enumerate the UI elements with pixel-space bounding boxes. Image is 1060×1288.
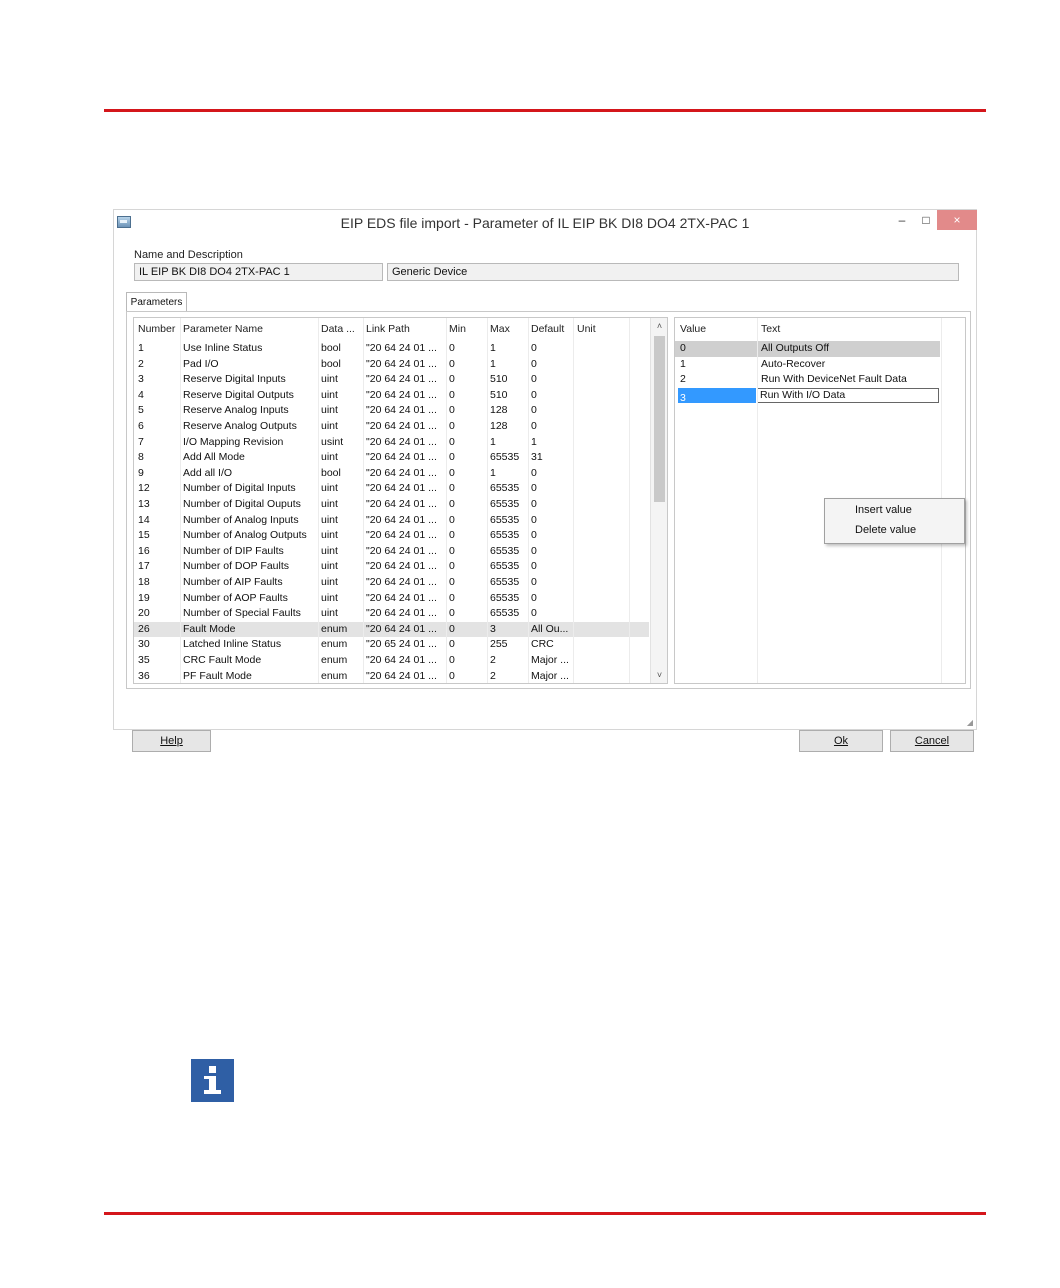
cell-type: uint xyxy=(321,373,338,386)
column-header-name[interactable]: Parameter Name xyxy=(183,323,263,335)
cell-path: "20 64 24 01 ... xyxy=(366,576,437,588)
cell-number: 18 xyxy=(138,576,150,588)
cell-type: bool xyxy=(321,342,341,354)
cell-name: Reserve Digital Inputs xyxy=(183,373,286,386)
cell-text: All Outputs Off xyxy=(761,342,830,354)
scroll-down-arrow-icon[interactable]: ˅ xyxy=(656,670,663,680)
cell-number: 6 xyxy=(138,420,144,432)
table-row[interactable] xyxy=(134,372,649,388)
cell-min: 0 xyxy=(449,544,455,557)
scroll-up-arrow-icon[interactable]: ˄ xyxy=(656,321,663,331)
cell-path: "20 64 24 01 ... xyxy=(366,498,437,510)
table-row[interactable] xyxy=(134,388,649,404)
cell-type: uint xyxy=(321,388,338,401)
cell-number: 14 xyxy=(138,513,150,526)
column-divider xyxy=(318,318,319,683)
cell-type: uint xyxy=(321,591,338,604)
cell-default: 0 xyxy=(531,576,537,588)
cell-name: Reserve Analog Outputs xyxy=(183,420,297,432)
cell-default: 0 xyxy=(531,373,537,386)
table-row[interactable] xyxy=(134,669,649,684)
table-row[interactable] xyxy=(134,606,649,622)
minimize-button[interactable]: – xyxy=(898,213,906,227)
cell-name: Fault Mode xyxy=(183,622,236,635)
cell-path: "20 64 24 01 ... xyxy=(366,435,437,448)
cell-name: Pad I/O xyxy=(183,357,219,370)
table-row[interactable] xyxy=(134,653,649,669)
cell-max: 65535 xyxy=(490,607,520,620)
cell-min: 0 xyxy=(449,654,455,666)
cell-type: uint xyxy=(321,607,338,620)
cell-default: 0 xyxy=(531,560,537,573)
cell-min: 0 xyxy=(449,560,455,573)
cell-min: 0 xyxy=(449,404,455,417)
table-row[interactable] xyxy=(134,575,649,591)
cell-number: 26 xyxy=(138,622,150,635)
cell-number: 2 xyxy=(138,357,144,370)
column-divider xyxy=(573,318,574,683)
cell-max: 510 xyxy=(490,373,508,386)
cell-number: 16 xyxy=(138,544,150,557)
help-button[interactable] xyxy=(132,730,211,752)
cell-type: enum xyxy=(321,622,348,635)
cell-name: CRC Fault Mode xyxy=(183,654,262,666)
cell-min: 0 xyxy=(449,482,455,495)
cell-name: Number of Digital Ouputs xyxy=(183,498,301,510)
column-header-min[interactable]: Min xyxy=(449,323,466,335)
cell-max: 2 xyxy=(490,654,496,666)
dialog-title: EIP EDS file import - Parameter of IL EIP BK DI8 DO4 2TX-PAC 1 xyxy=(340,215,750,231)
cell-number: 17 xyxy=(138,560,150,573)
cell-number: 15 xyxy=(138,529,150,542)
cell-path: "20 64 24 01 ... xyxy=(366,654,437,666)
table-row[interactable] xyxy=(134,419,649,435)
ok-button[interactable] xyxy=(799,730,883,752)
table-row[interactable] xyxy=(134,403,649,419)
menu-item-delete-value[interactable]: Delete value xyxy=(855,524,917,536)
cancel-button-label: Cancel xyxy=(914,735,950,747)
cell-max: 65535 xyxy=(490,576,520,588)
cell-type: uint xyxy=(321,482,338,495)
cell-default: 31 xyxy=(531,451,543,464)
cell-name: Number of AOP Faults xyxy=(183,591,288,604)
values-row[interactable] xyxy=(675,357,940,373)
cell-default: 0 xyxy=(531,466,537,479)
table-row[interactable] xyxy=(134,513,649,529)
cell-number: 1 xyxy=(138,342,144,354)
cell-number: 3 xyxy=(138,373,144,386)
column-header-type[interactable]: Data ... xyxy=(321,323,355,335)
cell-path: "20 64 24 01 ... xyxy=(366,388,437,401)
cell-type: bool xyxy=(321,357,341,370)
cell-name: Number of Digital Inputs xyxy=(183,482,296,495)
cell-default: CRC xyxy=(531,638,554,651)
cell-min: 0 xyxy=(449,451,455,464)
column-header-default[interactable]: Default xyxy=(531,323,565,335)
cell-name: PF Fault Mode xyxy=(183,669,252,682)
cell-path: "20 64 24 01 ... xyxy=(366,544,437,557)
cell-type: uint xyxy=(321,576,338,588)
cell-number: 5 xyxy=(138,404,144,417)
cell-path: "20 64 24 01 ... xyxy=(366,342,437,354)
cell-max: 255 xyxy=(490,638,508,651)
tab-parameters[interactable]: Parameters xyxy=(126,292,187,312)
cell-default: 0 xyxy=(531,498,537,510)
cell-name: Number of Analog Inputs xyxy=(183,513,299,526)
cell-min: 0 xyxy=(449,669,455,682)
cell-path: "20 64 24 01 ... xyxy=(366,622,437,635)
cell-type: uint xyxy=(321,513,338,526)
cell-type: enum xyxy=(321,654,348,666)
cell-name: Add all I/O xyxy=(183,466,233,479)
cell-max: 65535 xyxy=(490,544,520,557)
column-header-unit[interactable]: Unit xyxy=(577,323,596,335)
table-row[interactable] xyxy=(134,591,649,607)
context-menu xyxy=(824,498,965,544)
cell-name: Latched Inline Status xyxy=(183,638,282,651)
cell-name: Reserve Digital Outputs xyxy=(183,388,294,401)
cell-type: uint xyxy=(321,529,338,542)
help-button-label: Help xyxy=(160,735,183,747)
parameters-header-row xyxy=(134,318,649,340)
cell-max: 65535 xyxy=(490,451,520,464)
maximize-button[interactable]: □ xyxy=(922,213,930,227)
value-text-edit-box[interactable] xyxy=(757,388,939,403)
table-row[interactable] xyxy=(134,637,649,653)
cell-path: "20 64 24 01 ... xyxy=(366,482,437,495)
cell-number: 12 xyxy=(138,482,150,495)
column-divider xyxy=(487,318,488,683)
cell-default: 0 xyxy=(531,357,537,370)
cell-type: enum xyxy=(321,638,348,651)
cell-default: 0 xyxy=(531,404,537,417)
values-header-row xyxy=(675,318,940,340)
cell-value: 2 xyxy=(680,373,686,386)
column-header-number[interactable]: Number xyxy=(138,323,176,335)
values-header-value[interactable]: Value xyxy=(680,323,707,335)
cell-max: 65535 xyxy=(490,529,520,542)
cell-number: 8 xyxy=(138,451,144,464)
device-description-field[interactable]: Generic Device xyxy=(387,263,959,281)
cell-type: uint xyxy=(321,420,338,432)
close-button[interactable]: × xyxy=(937,210,977,230)
cell-min: 0 xyxy=(449,529,455,542)
eds-import-dialog xyxy=(113,209,977,747)
column-divider xyxy=(528,318,529,683)
cell-default: 0 xyxy=(531,544,537,557)
cell-number: 19 xyxy=(138,591,150,604)
cell-path: "20 64 24 01 ... xyxy=(366,513,437,526)
cell-name: Number of DOP Faults xyxy=(183,560,290,573)
device-name-field[interactable]: IL EIP BK DI8 DO4 2TX-PAC 1 xyxy=(134,263,383,281)
cell-number: 35 xyxy=(138,654,150,666)
cell-min: 0 xyxy=(449,498,455,510)
column-header-path[interactable]: Link Path xyxy=(366,323,410,335)
table-row[interactable] xyxy=(134,357,649,373)
cell-type: usint xyxy=(321,435,344,448)
values-row[interactable] xyxy=(675,388,940,404)
values-header-text[interactable]: Text xyxy=(761,323,781,335)
cell-min: 0 xyxy=(449,357,455,370)
cell-type: uint xyxy=(321,544,338,557)
table-row[interactable] xyxy=(134,481,649,497)
cell-value: 1 xyxy=(680,357,686,370)
name-description-label: Name and Description xyxy=(134,249,243,261)
table-row[interactable] xyxy=(134,559,649,575)
cell-name: Reserve Analog Inputs xyxy=(183,404,289,417)
cell-max: 65535 xyxy=(490,513,520,526)
cell-type: uint xyxy=(321,404,338,417)
values-row[interactable] xyxy=(675,372,940,388)
cell-min: 0 xyxy=(449,388,455,401)
cell-min: 0 xyxy=(449,622,455,635)
cell-path: "20 65 24 01 ... xyxy=(366,638,437,651)
values-row[interactable] xyxy=(675,341,940,357)
cell-max: 65535 xyxy=(490,560,520,573)
table-row[interactable] xyxy=(134,622,649,638)
cell-text: Run With DeviceNet Fault Data xyxy=(761,373,907,386)
cell-type: uint xyxy=(321,451,338,464)
cell-max: 510 xyxy=(490,388,508,401)
cell-path: "20 64 24 01 ... xyxy=(366,404,437,417)
cell-min: 0 xyxy=(449,576,455,588)
cell-default: 0 xyxy=(531,420,537,432)
cell-min: 0 xyxy=(449,420,455,432)
cell-name: Use Inline Status xyxy=(183,342,263,354)
cell-default: 0 xyxy=(531,529,537,542)
cell-max: 3 xyxy=(490,622,496,635)
column-divider xyxy=(363,318,364,683)
table-row[interactable] xyxy=(134,544,649,560)
table-row[interactable] xyxy=(134,466,649,482)
cell-type: bool xyxy=(321,466,341,479)
cell-name: Number of Analog Outputs xyxy=(183,529,307,542)
cell-max: 2 xyxy=(490,669,496,682)
cell-number: 20 xyxy=(138,607,150,620)
table-row[interactable] xyxy=(134,450,649,466)
cell-name: Number of AIP Faults xyxy=(183,576,283,588)
cell-text: Run With I/O Data xyxy=(760,388,846,401)
cell-path: "20 64 24 01 ... xyxy=(366,669,437,682)
cell-min: 0 xyxy=(449,591,455,604)
cell-path: "20 64 24 01 ... xyxy=(366,529,437,542)
cell-path: "20 64 24 01 ... xyxy=(366,373,437,386)
cell-max: 65535 xyxy=(490,591,520,604)
cell-path: "20 64 24 01 ... xyxy=(366,591,437,604)
cell-max: 128 xyxy=(490,420,508,432)
cell-min: 0 xyxy=(449,435,455,448)
column-divider xyxy=(757,318,758,683)
cell-name: Add All Mode xyxy=(183,451,245,464)
cell-default: 0 xyxy=(531,513,537,526)
cell-name: Number of Special Faults xyxy=(183,607,301,620)
cell-max: 65535 xyxy=(490,482,520,495)
cell-min: 0 xyxy=(449,342,455,354)
cell-path: "20 64 24 01 ... xyxy=(366,357,437,370)
cell-path: "20 64 24 01 ... xyxy=(366,466,437,479)
column-divider xyxy=(446,318,447,683)
cell-max: 1 xyxy=(490,435,496,448)
cell-default: 0 xyxy=(531,482,537,495)
cell-name: I/O Mapping Revision xyxy=(183,435,284,448)
cell-number: 9 xyxy=(138,466,144,479)
cell-max: 128 xyxy=(490,404,508,417)
cell-number: 13 xyxy=(138,498,150,510)
menu-item-insert-value[interactable]: Insert value xyxy=(855,504,912,516)
cell-max: 1 xyxy=(490,357,496,370)
dialog-client-area xyxy=(122,240,969,747)
title-bar[interactable] xyxy=(114,210,976,240)
cell-name: Number of DIP Faults xyxy=(183,544,284,557)
cell-path: "20 64 24 01 ... xyxy=(366,451,437,464)
selected-value-cell[interactable] xyxy=(678,388,756,404)
ok-button-label: Ok xyxy=(833,735,849,747)
cell-path: "20 64 24 01 ... xyxy=(366,560,437,573)
cell-default: 0 xyxy=(531,342,537,354)
cell-max: 1 xyxy=(490,466,496,479)
cell-default: 0 xyxy=(531,607,537,620)
cell-default: 1 xyxy=(531,435,537,448)
cell-min: 0 xyxy=(449,373,455,386)
cell-default: 0 xyxy=(531,388,537,401)
parameters-scrollbar[interactable] xyxy=(650,318,668,683)
resize-grip-icon[interactable]: ◢ xyxy=(966,718,973,727)
header-rule xyxy=(104,109,986,112)
footer-rule xyxy=(104,1212,986,1215)
cell-path: "20 64 24 01 ... xyxy=(366,420,437,432)
cell-text: Auto-Recover xyxy=(761,357,826,370)
column-header-max[interactable]: Max xyxy=(490,323,510,335)
cancel-button[interactable] xyxy=(890,730,974,752)
cell-min: 0 xyxy=(449,638,455,651)
cell-number: 36 xyxy=(138,669,150,682)
cell-type: uint xyxy=(321,498,338,510)
parameters-grid[interactable] xyxy=(133,317,668,684)
cell-number: 7 xyxy=(138,435,144,448)
cell-min: 0 xyxy=(449,466,455,479)
cell-path: "20 64 24 01 ... xyxy=(366,607,437,620)
cell-value: 0 xyxy=(680,342,686,354)
column-divider xyxy=(180,318,181,683)
cell-max: 65535 xyxy=(490,498,520,510)
cell-value: 3 xyxy=(680,391,686,404)
cell-default: 0 xyxy=(531,591,537,604)
table-row[interactable] xyxy=(134,497,649,513)
table-row[interactable] xyxy=(134,341,649,357)
cell-min: 0 xyxy=(449,513,455,526)
cell-type: uint xyxy=(321,560,338,573)
cell-max: 1 xyxy=(490,342,496,354)
cell-default: Major ... xyxy=(531,669,569,682)
cell-number: 4 xyxy=(138,388,144,401)
parameters-tab-pane xyxy=(126,311,971,689)
cell-type: enum xyxy=(321,669,348,682)
scroll-thumb[interactable] xyxy=(654,336,665,502)
cell-number: 30 xyxy=(138,638,150,651)
cell-default: Major ... xyxy=(531,654,569,666)
info-icon xyxy=(191,1059,234,1102)
table-row[interactable] xyxy=(134,435,649,451)
column-divider xyxy=(629,318,630,683)
table-row[interactable] xyxy=(134,528,649,544)
cell-default: All Ou... xyxy=(531,622,569,635)
cell-min: 0 xyxy=(449,607,455,620)
